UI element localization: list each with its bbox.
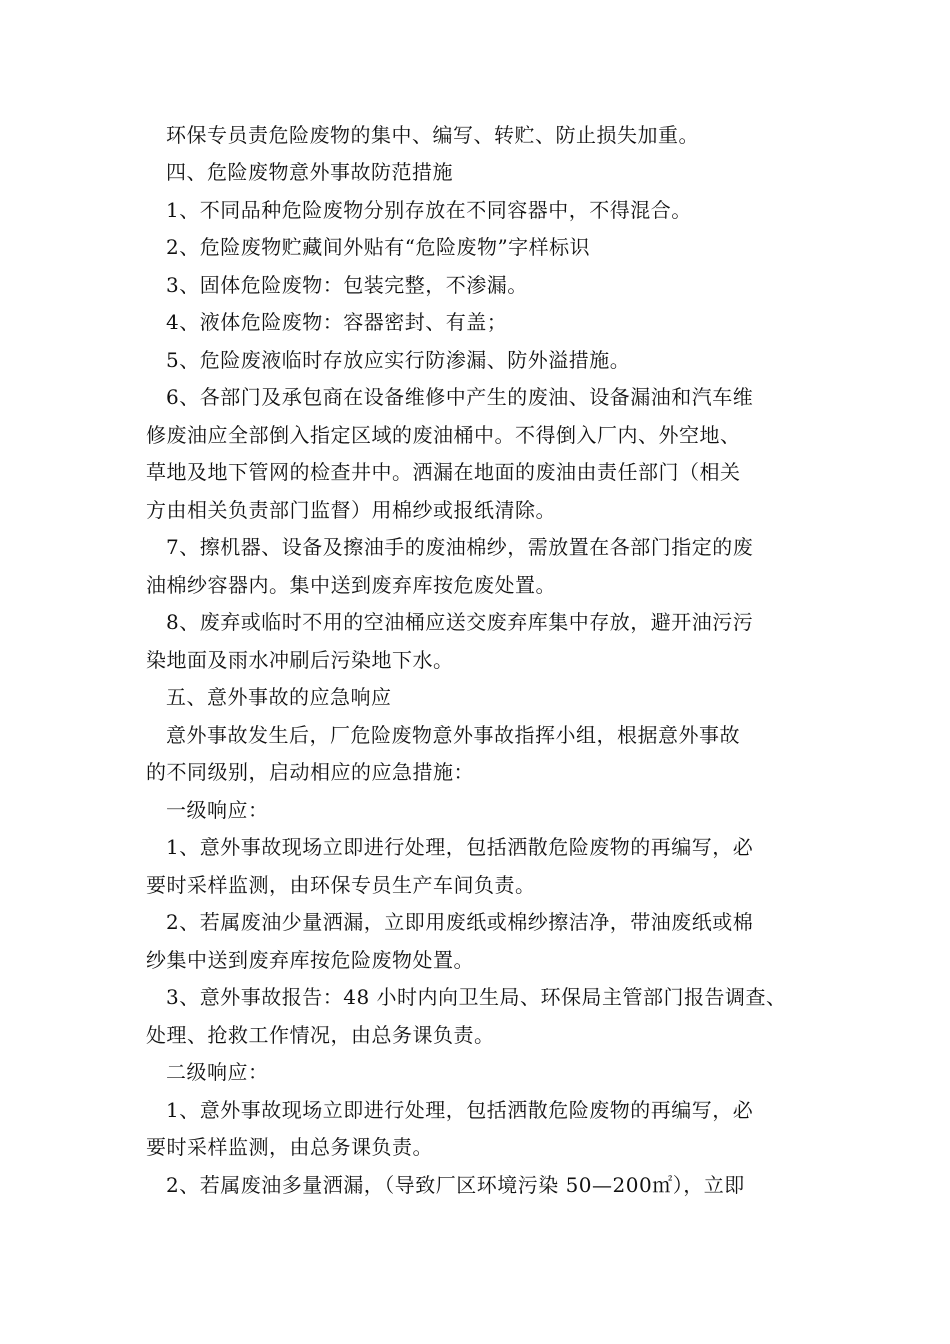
text-line: 方由相关负责部门监督）用棉纱或报纸清除。: [146, 498, 556, 522]
text-line: 3、固体危险废物：包装完整，不渗漏。: [166, 273, 528, 297]
text-line: 5、危险废液临时存放应实行防渗漏、防外溢措施。: [166, 348, 631, 372]
text-line: 要时采样监测，由总务课负责。: [146, 1135, 433, 1159]
subheading: 一级响应：: [166, 798, 269, 822]
text-line: 草地及地下管网的检查井中。洒漏在地面的废油由责任部门（相关: [146, 460, 741, 484]
text-line: 环保专员责危险废物的集中、编写、转贮、防止损失加重。: [166, 123, 699, 147]
text-line: 纱集中送到废弃库按危险废物处置。: [146, 948, 474, 972]
text-line: 的不同级别，启动相应的应急措施：: [146, 760, 474, 784]
text-line: 意外事故发生后，厂危险废物意外事故指挥小组，根据意外事故: [166, 723, 740, 747]
text-line: 2、若属废油多量洒漏，（导致厂区环境污染 50—200㎡），立即: [166, 1173, 745, 1197]
text-line: 修废油应全部倒入指定区域的废油桶中。不得倒入厂内、外空地、: [146, 423, 741, 447]
text-line: 2、若属废油少量洒漏，立即用废纸或棉纱擦洁净，带油废纸或棉: [166, 910, 754, 934]
section-heading: 四、危险废物意外事故防范措施: [166, 160, 453, 184]
text-line: 处理、抢救工作情况，由总务课负责。: [146, 1023, 495, 1047]
text-line: 6、各部门及承包商在设备维修中产生的废油、设备漏油和汽车维: [166, 385, 754, 409]
text-line: 7、擦机器、设备及擦油手的废油棉纱，需放置在各部门指定的废: [166, 535, 754, 559]
text-line: 3、意外事故报告：48 小时内向卫生局、环保局主管部门报告调查、: [166, 985, 787, 1009]
text-line: 1、意外事故现场立即进行处理，包括洒散危险废物的再编写，必: [166, 1098, 754, 1122]
section-heading: 五、意外事故的应急响应: [166, 685, 392, 709]
text-line: 8、废弃或临时不用的空油桶应送交废弃库集中存放，避开油污污: [166, 610, 754, 634]
text-line: 1、意外事故现场立即进行处理，包括洒散危险废物的再编写，必: [166, 835, 754, 859]
subheading: 二级响应：: [166, 1060, 269, 1084]
text-line: 要时采样监测，由环保专员生产车间负责。: [146, 873, 536, 897]
text-line: 1、不同品种危险废物分别存放在不同容器中，不得混合。: [166, 198, 692, 222]
text-line: 2、危险废物贮藏间外贴有“危险废物”字样标识: [166, 235, 591, 259]
text-line: 4、液体危险废物：容器密封、有盖；: [166, 310, 508, 334]
text-line: 染地面及雨水冲刷后污染地下水。: [146, 648, 454, 672]
text-line: 油棉纱容器内。集中送到废弃库按危废处置。: [146, 573, 556, 597]
